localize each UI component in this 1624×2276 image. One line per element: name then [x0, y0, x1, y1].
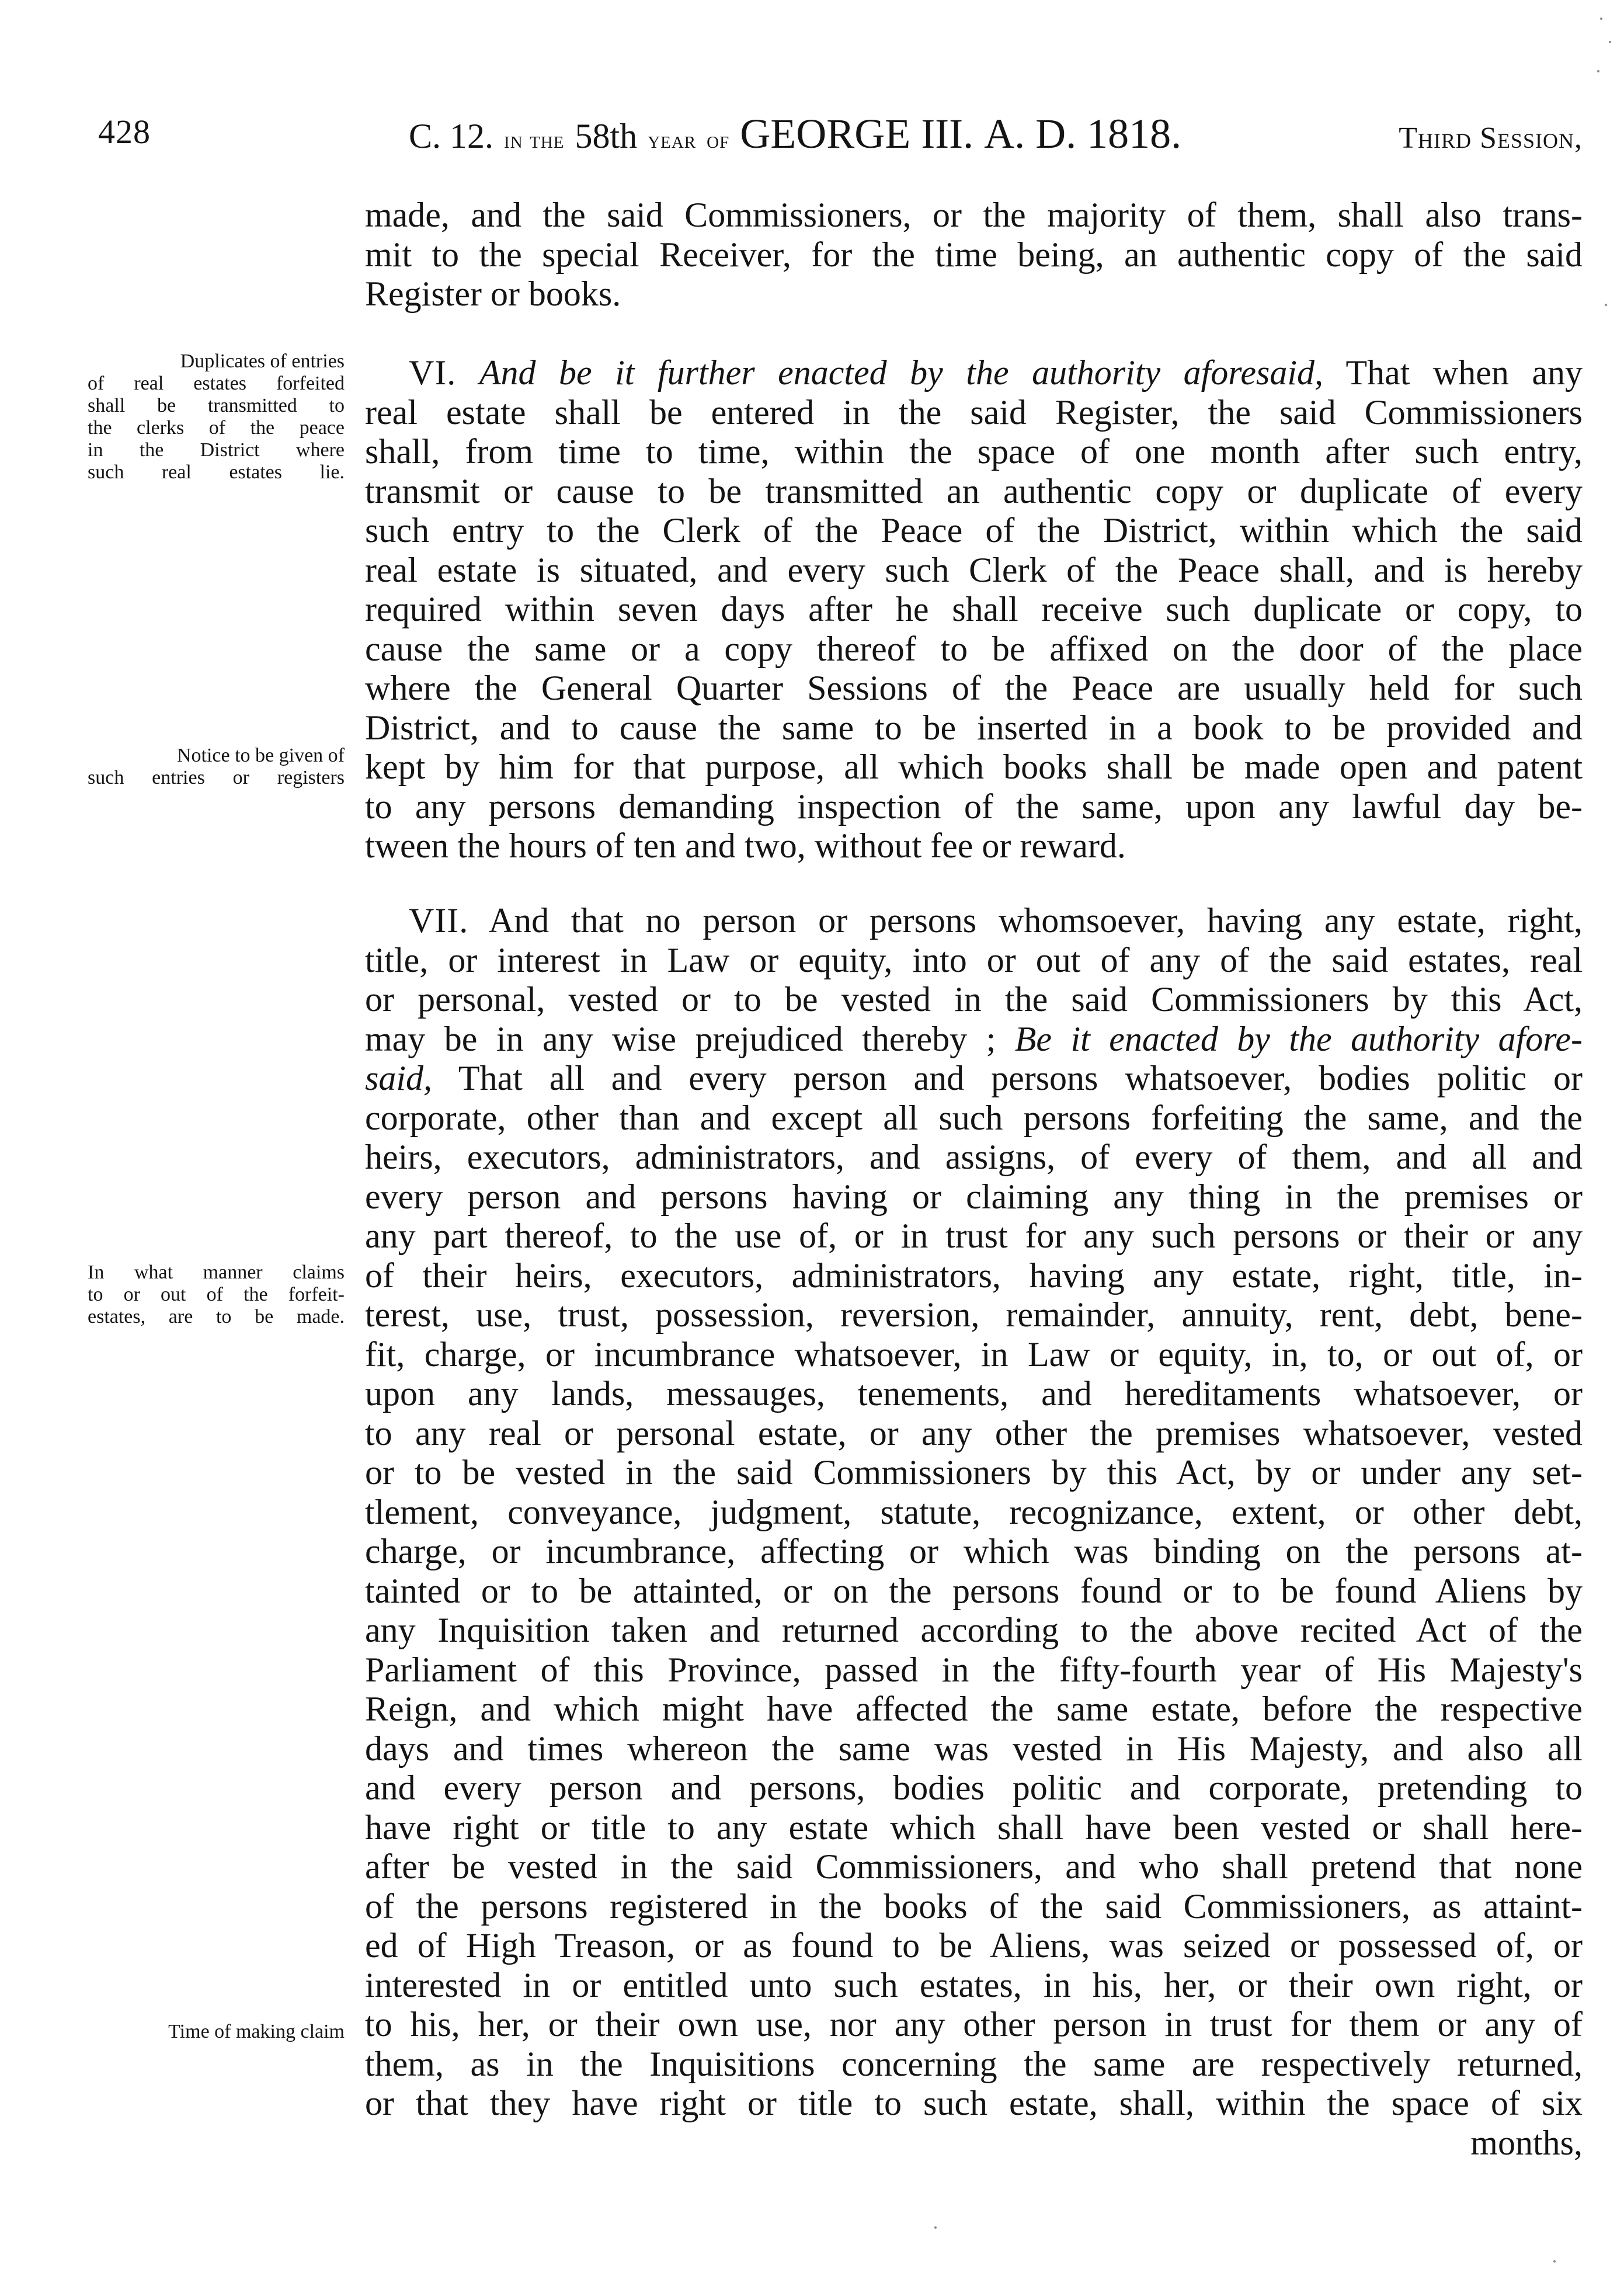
page-number: 428 [98, 113, 151, 151]
scan-speck [1553, 2260, 1556, 2263]
margin-note-line: the clerks of the peace [88, 417, 345, 439]
text-fragment: And that no person or persons whomsoever, having any estate, right, [488, 901, 1583, 940]
text-line [365, 1059, 1583, 1099]
text-line: title, or interest in Law or equity, into or out of any of the said estates, real [365, 940, 1583, 979]
text-line: of the persons registered in the books of the said Commissioners, as attaint- [365, 1886, 1583, 1926]
margin-note-line: estates, are to be made. [88, 1306, 345, 1328]
catchword: months, [1470, 2123, 1583, 2162]
enacting-clause: Be it enacted by the authority afore- [1014, 1019, 1583, 1058]
text-line: heirs, executors, administrators, and assigns, of every of them, and all and [365, 1138, 1583, 1176]
enacting-clause: And be it further enacted by the authority aforesaid, [479, 353, 1324, 392]
text-line: after be vested in the said Commissioners, and who shall pretend that none [365, 1847, 1583, 1886]
text-line: any Inquisition taken and returned according to the above recited Act of the [365, 1611, 1583, 1649]
scan-speck [1605, 304, 1607, 306]
text-line: to any persons demanding inspection of the same, upon any lawful day be- [365, 787, 1583, 826]
scan-speck [1600, 18, 1602, 20]
text-line: days and times whereon the same was vested in His Majesty, and also all [365, 1729, 1583, 1768]
text-line: them, as in the Inquisitions concerning the same are respectively returned, [365, 2044, 1583, 2083]
margin-note-line: Duplicates of entries [180, 350, 345, 372]
text-line: every person and persons having or claiming any thing in the premises or [365, 1177, 1583, 1216]
text-line: cause the same or a copy thereof to be affixed on the door of the place [365, 629, 1583, 668]
running-head-session: Third Session, [1399, 121, 1583, 155]
margin-note-claims [88, 1262, 345, 1328]
text-line: such entry to the Clerk of the Peace of the District, within which the said [365, 511, 1583, 550]
text-line: to any real or personal estate, or any other the premises whatsoever, vested [365, 1413, 1583, 1453]
text-line: of their heirs, executors, administrators, having any estate, right, title, in- [365, 1256, 1583, 1295]
text-line: any part thereof, to the use of, or in trust for any such persons or their or any [365, 1217, 1583, 1255]
section-vii-first-line [365, 901, 1583, 941]
text-line: tween the hours of ten and two, without fee or reward. [365, 826, 1126, 865]
text-line: or that they have right or title to such estate, shall, within the space of six [365, 2084, 1583, 2122]
text-line: tainted or to be attainted, or on the persons found or to be found Aliens by [365, 1571, 1583, 1610]
scan-speck [1609, 41, 1611, 43]
margin-note-line: to or out of the forfeit- [88, 1284, 345, 1305]
text-line: shall, from time to time, within the space of one month after such entry, [365, 432, 1583, 471]
margin-note-line: shall be transmitted to [88, 395, 345, 416]
running-head [409, 110, 1583, 158]
text-line: kept by him for that purpose, all which books shall be made open and patent [365, 748, 1583, 786]
paragraph-continuation [365, 196, 1583, 314]
text-line: fit, charge, or incumbrance whatsoever, in Law or equity, in, to, or out of, or [365, 1335, 1583, 1374]
text-line: required within seven days after he shall receive such duplicate or copy, to [365, 590, 1583, 628]
text-line: Parliament of this Province, passed in the fifty-fourth year of His Majesty's [365, 1650, 1583, 1689]
text-line: District, and to cause the same to be inserted in a book to be provided and [365, 708, 1583, 747]
running-head-year: 58th [575, 117, 638, 155]
margin-note-line: of real estates forfeited [88, 373, 345, 394]
section-vi-first-line [365, 353, 1583, 393]
margin-note-line: In what manner claims [88, 1262, 345, 1283]
text-fragment: That when any [1345, 353, 1583, 392]
section-vii [365, 901, 1583, 2163]
margin-note-line: in the District where [88, 439, 345, 461]
text-line: interested in or entitled unto such estates, in his, her, or their own right, or [365, 1965, 1583, 2004]
text-line: and every person and persons, bodies politic and corporate, pretending to [365, 1768, 1583, 1807]
scan-speck [934, 2226, 937, 2229]
text-line: upon any lands, messauges, tenements, and hereditaments whatsoever, or [365, 1374, 1583, 1413]
text-line: real estate is situated, and every such Clerk of the Peace shall, and is hereby [365, 550, 1583, 589]
text-line: charge, or incumbrance, affecting or which was binding on the persons at- [365, 1532, 1583, 1570]
margin-note-time [88, 2021, 345, 2043]
margin-note-line: such real estates lie. [88, 461, 345, 483]
text-line: Reign, and which might have affected the same estate, before the respective [365, 1690, 1583, 1728]
text-line: have right or title to any estate which shall have been vested or shall here- [365, 1808, 1583, 1847]
text-line: terest, use, trust, possession, reversion, remainder, annuity, rent, debt, bene- [365, 1295, 1583, 1334]
text-line [365, 1020, 1583, 1059]
running-head-in-the: in the [504, 127, 565, 154]
text-line: real estate shall be entered in the said Register, the said Commissioners [365, 392, 1583, 432]
text-line: transmit or cause to be transmitted an authentic copy or duplicate of every [365, 471, 1583, 510]
running-head-of: of [707, 127, 730, 154]
margin-note-line: Notice to be given of [176, 745, 345, 766]
text-line: where the General Quarter Sessions of the Peace are usually held for such [365, 669, 1583, 707]
text-line: corporate, other than and except all such persons forfeiting the same, and the [365, 1098, 1583, 1137]
enacting-clause-end: said, [365, 1059, 433, 1097]
text-line: tlement, conveyance, judgment, statute, recognizance, extent, or other debt, [365, 1492, 1583, 1531]
section-number: VII. [409, 901, 469, 940]
margin-note-notice [88, 745, 345, 789]
text-line: or personal, vested or to be vested in the said Commissioners by this Act, [365, 980, 1583, 1019]
text-fragment: That all and every person and persons whatsoever, bodies politic or [458, 1059, 1583, 1097]
chapter-number: C. 12. [409, 117, 494, 155]
section-vi [365, 353, 1583, 866]
running-head-year-word: year [648, 127, 697, 154]
margin-note-line: such entries or registers [88, 767, 345, 788]
text-line: mit to the special Receiver, for the time being, an authentic copy of the said [365, 235, 1583, 274]
text-line: Register or books. [365, 274, 621, 313]
text-line: ed of High Treason, or as found to be Aliens, was seized or possessed of, or [365, 1926, 1583, 1965]
text-line: made, and the said Commissioners, or the majority of them, shall also trans- [365, 196, 1583, 234]
text-fragment: may be in any wise prejudiced thereby ; [365, 1019, 996, 1058]
running-head-date: A. D. 1818. [984, 110, 1182, 157]
text-line: or to be vested in the said Commissioners by this Act, by or under any set- [365, 1453, 1583, 1492]
text-line: to his, her, or their own use, nor any other person in trust for them or any of [365, 2005, 1583, 2044]
margin-note-duplicates [88, 350, 345, 484]
scan-speck [1597, 70, 1599, 72]
section-number: VI. [409, 353, 457, 392]
running-head-king: GEORGE III. [740, 110, 974, 157]
margin-note-line: Time of making claim [168, 2021, 345, 2042]
